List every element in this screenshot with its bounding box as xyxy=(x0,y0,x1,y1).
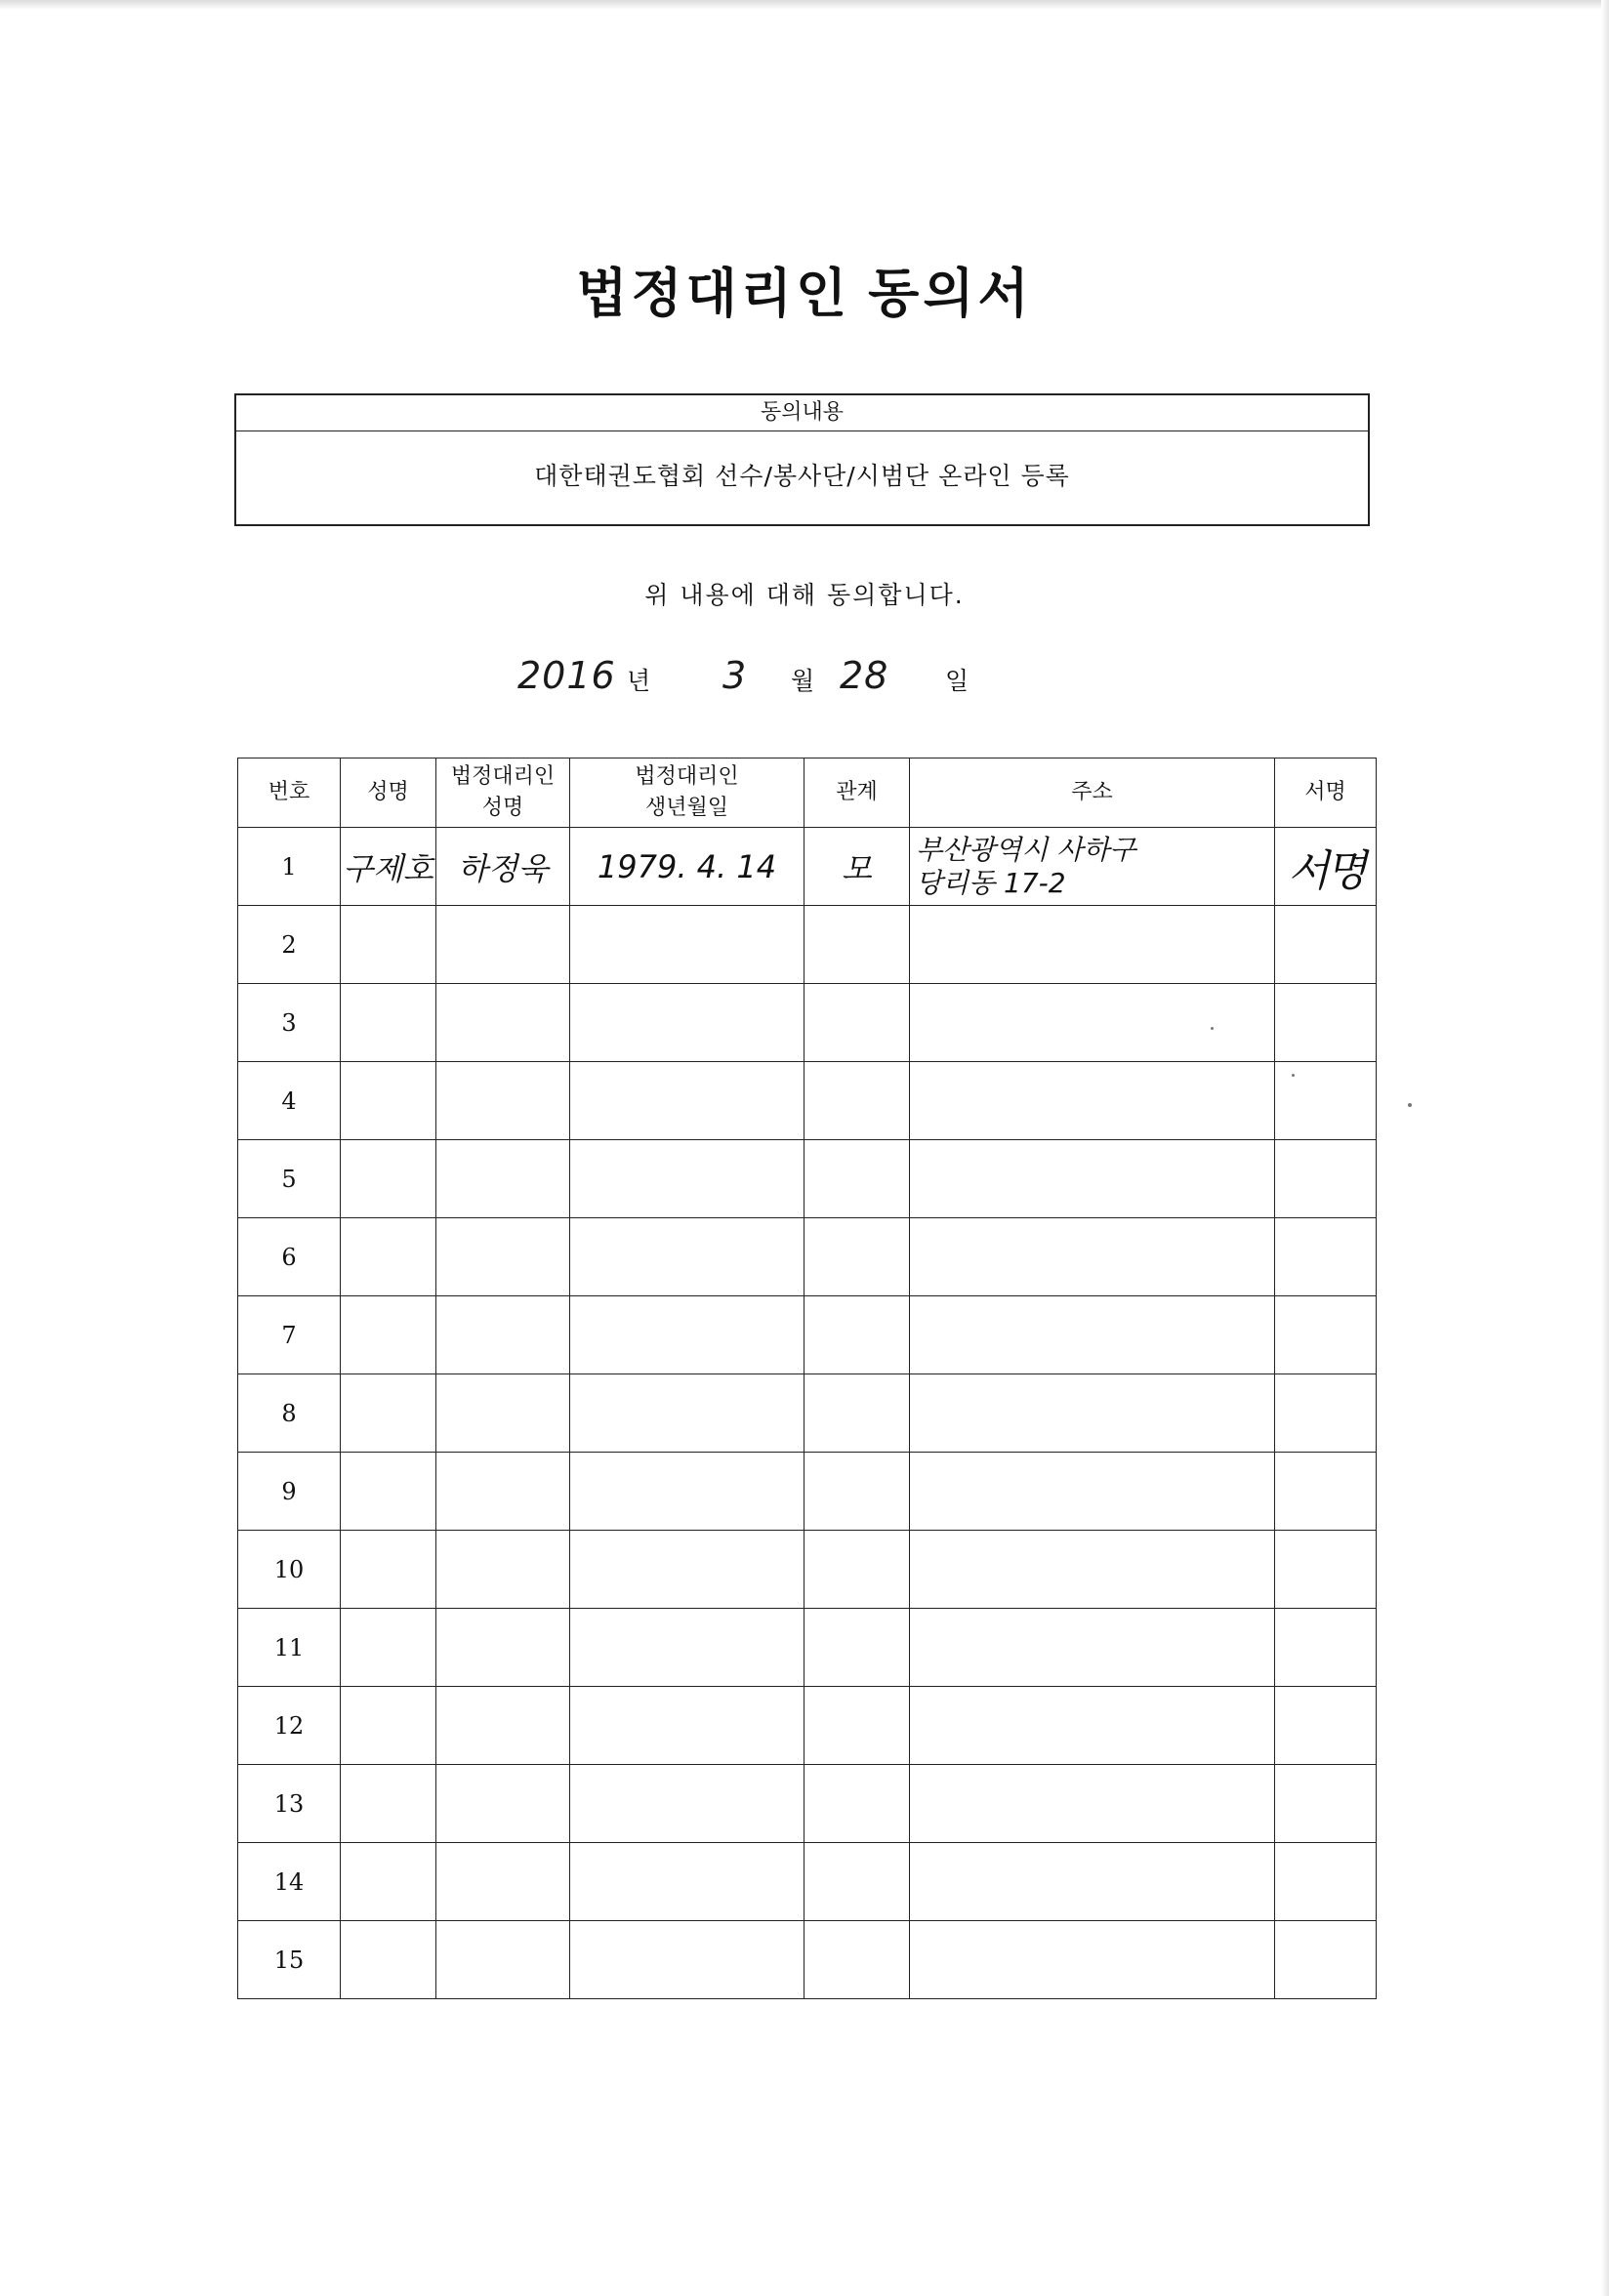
header-signature: 서명 xyxy=(1275,758,1377,828)
guardian-consent-table xyxy=(237,758,1377,1999)
cell-signature xyxy=(1275,1921,1377,1999)
cell-guardian-name xyxy=(436,1843,570,1921)
cell-signature xyxy=(1275,906,1377,984)
cell-name xyxy=(341,1453,436,1531)
date-day-handwritten: 28 xyxy=(840,654,889,697)
cell-relation xyxy=(804,1687,910,1765)
cell-no: 2 xyxy=(238,906,341,984)
cell-name xyxy=(341,1531,436,1609)
cell-signature xyxy=(1275,1531,1377,1609)
cell-no: 10 xyxy=(238,1531,341,1609)
cell-guardian-birth: 1979. 4. 14 xyxy=(570,828,804,906)
cell-relation: 모 xyxy=(804,828,910,906)
scan-speck xyxy=(1292,1074,1295,1077)
table-row xyxy=(238,1921,1377,1999)
cell-guardian-name xyxy=(436,1453,570,1531)
date-month-label: 월 xyxy=(791,667,815,695)
cell-guardian-birth xyxy=(570,1374,804,1453)
header-relation: 관계 xyxy=(804,758,910,828)
cell-signature xyxy=(1275,1609,1377,1687)
table-row xyxy=(238,1062,1377,1140)
date-line xyxy=(517,652,1006,711)
cell-guardian-birth xyxy=(570,1843,804,1921)
handwritten-signature: 서명 xyxy=(1287,845,1363,896)
address-line1: 부산광역시 사하구 xyxy=(916,833,1136,866)
cell-name xyxy=(341,1140,436,1218)
header-guardian-name: 법정대리인 성명 xyxy=(436,758,570,828)
cell-signature xyxy=(1275,1062,1377,1140)
cell-guardian-name xyxy=(436,1687,570,1765)
cell-no: 12 xyxy=(238,1687,341,1765)
cell-no: 3 xyxy=(238,984,341,1062)
cell-name xyxy=(341,1374,436,1453)
cell-guardian-birth xyxy=(570,1921,804,1999)
cell-signature xyxy=(1275,1453,1377,1531)
table-row xyxy=(238,1453,1377,1531)
cell-signature xyxy=(1275,1843,1377,1921)
cell-guardian-name xyxy=(436,906,570,984)
date-month-handwritten: 3 xyxy=(722,654,748,697)
cell-no: 5 xyxy=(238,1140,341,1218)
title-part1: 법정대리인 xyxy=(576,262,851,324)
cell-signature xyxy=(1275,1140,1377,1218)
header-address: 주소 xyxy=(910,758,1275,828)
cell-no: 13 xyxy=(238,1765,341,1843)
cell-guardian-birth xyxy=(570,906,804,984)
scan-edge-top xyxy=(0,0,1609,10)
document-title xyxy=(0,252,1609,327)
cell-name xyxy=(341,1609,436,1687)
cell-guardian-birth xyxy=(570,1296,804,1374)
cell-name xyxy=(341,1296,436,1374)
cell-guardian-name xyxy=(436,1921,570,1999)
cell-guardian-name xyxy=(436,1140,570,1218)
cell-address xyxy=(910,1062,1275,1140)
cell-name xyxy=(341,984,436,1062)
date-day-label: 일 xyxy=(945,667,970,695)
cell-guardian-name xyxy=(436,1218,570,1296)
consent-header: 동의내용 xyxy=(236,395,1368,431)
cell-address xyxy=(910,906,1275,984)
cell-guardian-birth xyxy=(570,1218,804,1296)
cell-no: 7 xyxy=(238,1296,341,1374)
cell-guardian-name xyxy=(436,1296,570,1374)
consent-box xyxy=(234,393,1370,526)
cell-guardian-name xyxy=(436,984,570,1062)
cell-name xyxy=(341,1921,436,1999)
table-row xyxy=(238,1843,1377,1921)
cell-relation xyxy=(804,1218,910,1296)
cell-signature xyxy=(1275,1374,1377,1453)
cell-guardian-birth xyxy=(570,1765,804,1843)
cell-address xyxy=(910,1609,1275,1687)
table-body xyxy=(238,828,1377,1999)
cell-guardian-birth xyxy=(570,1609,804,1687)
cell-guardian-birth xyxy=(570,984,804,1062)
table-row xyxy=(238,828,1377,906)
cell-signature xyxy=(1275,1218,1377,1296)
table-row xyxy=(238,1218,1377,1296)
cell-no: 14 xyxy=(238,1843,341,1921)
agreement-statement: 위 내용에 대해 동의합니다. xyxy=(644,581,965,609)
cell-no: 15 xyxy=(238,1921,341,1999)
cell-address xyxy=(910,1921,1275,1999)
cell-no: 11 xyxy=(238,1609,341,1687)
cell-name xyxy=(341,1687,436,1765)
cell-name xyxy=(341,1218,436,1296)
cell-guardian-name xyxy=(436,1062,570,1140)
title-part2: 동의서 xyxy=(868,262,1033,324)
table-row xyxy=(238,1140,1377,1218)
cell-relation xyxy=(804,1374,910,1453)
cell-guardian-name: 하정욱 xyxy=(436,828,570,906)
cell-signature xyxy=(1275,1765,1377,1843)
cell-no: 1 xyxy=(238,828,341,906)
address-line2: 당리동 17-2 xyxy=(916,866,1066,899)
cell-guardian-birth xyxy=(570,1531,804,1609)
cell-no: 9 xyxy=(238,1453,341,1531)
cell-relation xyxy=(804,984,910,1062)
table-row xyxy=(238,1531,1377,1609)
cell-address xyxy=(910,1140,1275,1218)
scan-edge-right xyxy=(1601,0,1609,2296)
cell-guardian-birth xyxy=(570,1140,804,1218)
table-row xyxy=(238,984,1377,1062)
scan-speck xyxy=(1211,1027,1214,1030)
header-no: 번호 xyxy=(238,758,341,828)
cell-address xyxy=(910,1296,1275,1374)
cell-relation xyxy=(804,1062,910,1140)
cell-name xyxy=(341,1843,436,1921)
cell-relation xyxy=(804,1296,910,1374)
scan-speck xyxy=(1408,1103,1412,1107)
cell-guardian-name xyxy=(436,1531,570,1609)
cell-address xyxy=(910,1531,1275,1609)
cell-address xyxy=(910,1374,1275,1453)
cell-relation xyxy=(804,1921,910,1999)
cell-name: 구제호 xyxy=(341,828,436,906)
cell-address xyxy=(910,828,1275,906)
cell-name xyxy=(341,1765,436,1843)
table-row xyxy=(238,906,1377,984)
cell-no: 6 xyxy=(238,1218,341,1296)
cell-address xyxy=(910,1453,1275,1531)
cell-address xyxy=(910,1218,1275,1296)
cell-relation xyxy=(804,1609,910,1687)
cell-address xyxy=(910,984,1275,1062)
cell-name xyxy=(341,1062,436,1140)
cell-guardian-birth xyxy=(570,1062,804,1140)
cell-signature xyxy=(1275,1687,1377,1765)
header-name: 성명 xyxy=(341,758,436,828)
cell-address xyxy=(910,1765,1275,1843)
cell-relation xyxy=(804,1765,910,1843)
table-row xyxy=(238,1374,1377,1453)
cell-relation xyxy=(804,1453,910,1531)
table-row xyxy=(238,1296,1377,1374)
cell-no: 8 xyxy=(238,1374,341,1453)
date-year-handwritten: 2016 xyxy=(517,654,616,697)
cell-relation xyxy=(804,906,910,984)
cell-signature xyxy=(1275,1296,1377,1374)
cell-guardian-birth xyxy=(570,1453,804,1531)
table-row xyxy=(238,1687,1377,1765)
cell-signature xyxy=(1275,828,1377,906)
cell-guardian-name xyxy=(436,1765,570,1843)
consent-body: 대한태권도협회 선수/봉사단/시범단 온라인 등록 xyxy=(534,462,1070,490)
cell-address xyxy=(910,1843,1275,1921)
table-row xyxy=(238,1609,1377,1687)
cell-relation xyxy=(804,1140,910,1218)
header-guardian-birth: 법정대리인 생년월일 xyxy=(570,758,804,828)
cell-relation xyxy=(804,1531,910,1609)
table-row xyxy=(238,1765,1377,1843)
table-header-row xyxy=(238,758,1377,828)
cell-guardian-name xyxy=(436,1609,570,1687)
cell-guardian-name xyxy=(436,1374,570,1453)
date-year-label: 년 xyxy=(627,667,651,695)
cell-address xyxy=(910,1687,1275,1765)
cell-guardian-birth xyxy=(570,1687,804,1765)
cell-no: 4 xyxy=(238,1062,341,1140)
cell-name xyxy=(341,906,436,984)
cell-signature xyxy=(1275,984,1377,1062)
cell-relation xyxy=(804,1843,910,1921)
